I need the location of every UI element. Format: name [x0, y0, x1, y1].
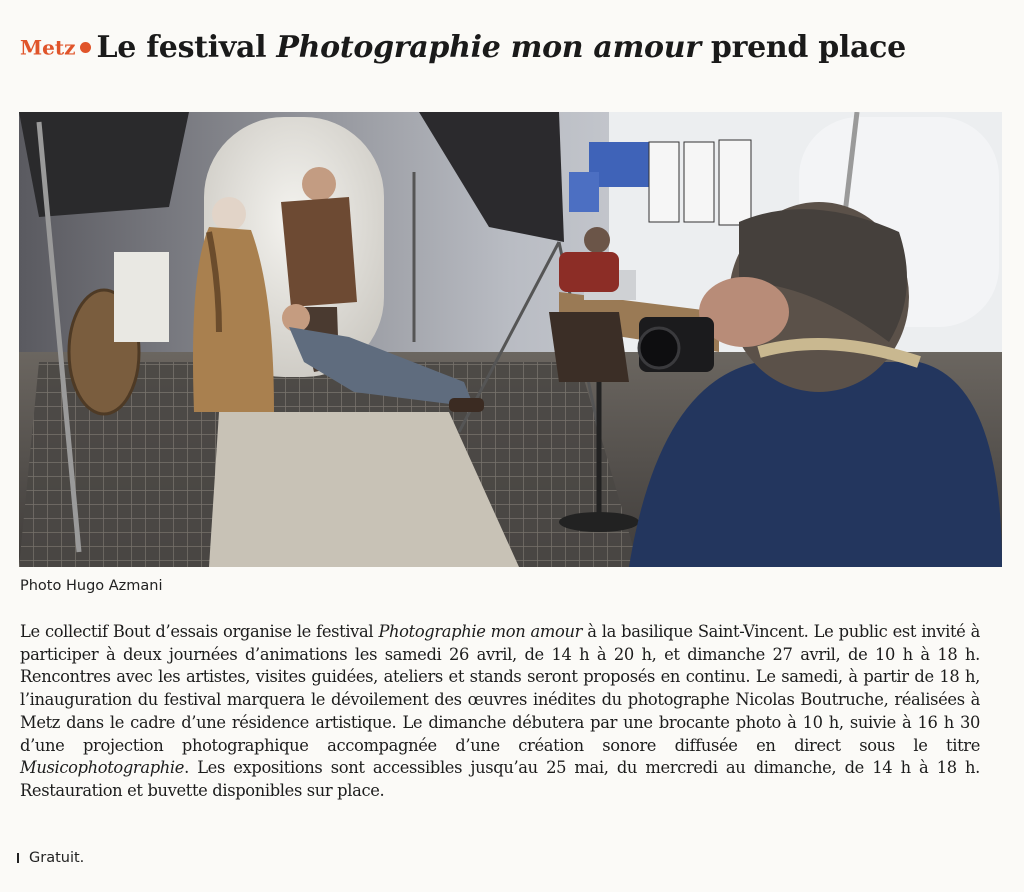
- body-show-title: Musicophotographie: [20, 758, 185, 778]
- price-info: Gratuit.: [29, 850, 85, 866]
- title-festival-name: Photographie mon amour: [276, 30, 701, 65]
- photo-illustration: [19, 112, 1002, 567]
- practical-info: [17, 850, 84, 866]
- article-title: [96, 30, 905, 65]
- body-text-2: à la basilique Saint-Vincent. Le public est invité à participer à deux journées d’animations les samedi 26 avril, de 14 h à 20 h, et dimanche 27 avril, de 10 h à 18 h. Rencontres avec les artistes, visites guidées, ateliers et stands seront proposés en continu. Le samedi, à partir de 18 h, l’inauguration du festival marquera le dévoilement des œuvres inédites du photographe Nicolas Boutruche, réalisées à Metz dans le cadre d’une résidence artistique. Le dimanche débutera par une brocante photo à 10 h, suivie à 16 h 30 d’une projection photographique accompagnée d’une création sonore diffusée en direct sous le titre: [20, 622, 980, 755]
- title-part-2: prend place: [700, 30, 906, 65]
- photo-credit: Photo Hugo Azmani: [20, 578, 163, 594]
- info-bullet-icon: [17, 853, 19, 863]
- kicker-bullet-icon: [80, 42, 91, 53]
- article-body: [20, 621, 980, 803]
- body-festival-name: Photographie mon amour: [378, 622, 583, 641]
- body-text-1: Le collectif Bout d’essais organise le festival: [20, 622, 379, 641]
- headline: [20, 30, 1010, 65]
- title-part-1: Le festival: [96, 30, 277, 65]
- article-photo: [19, 112, 1002, 567]
- body-text-3: . Les expositions sont accessibles jusqu’au 25 mai, du mercredi au dimanche, de 14 h à 18 h. Restauration et buvette disponibles sur place.: [20, 758, 980, 800]
- kicker-location: Metz: [20, 35, 76, 60]
